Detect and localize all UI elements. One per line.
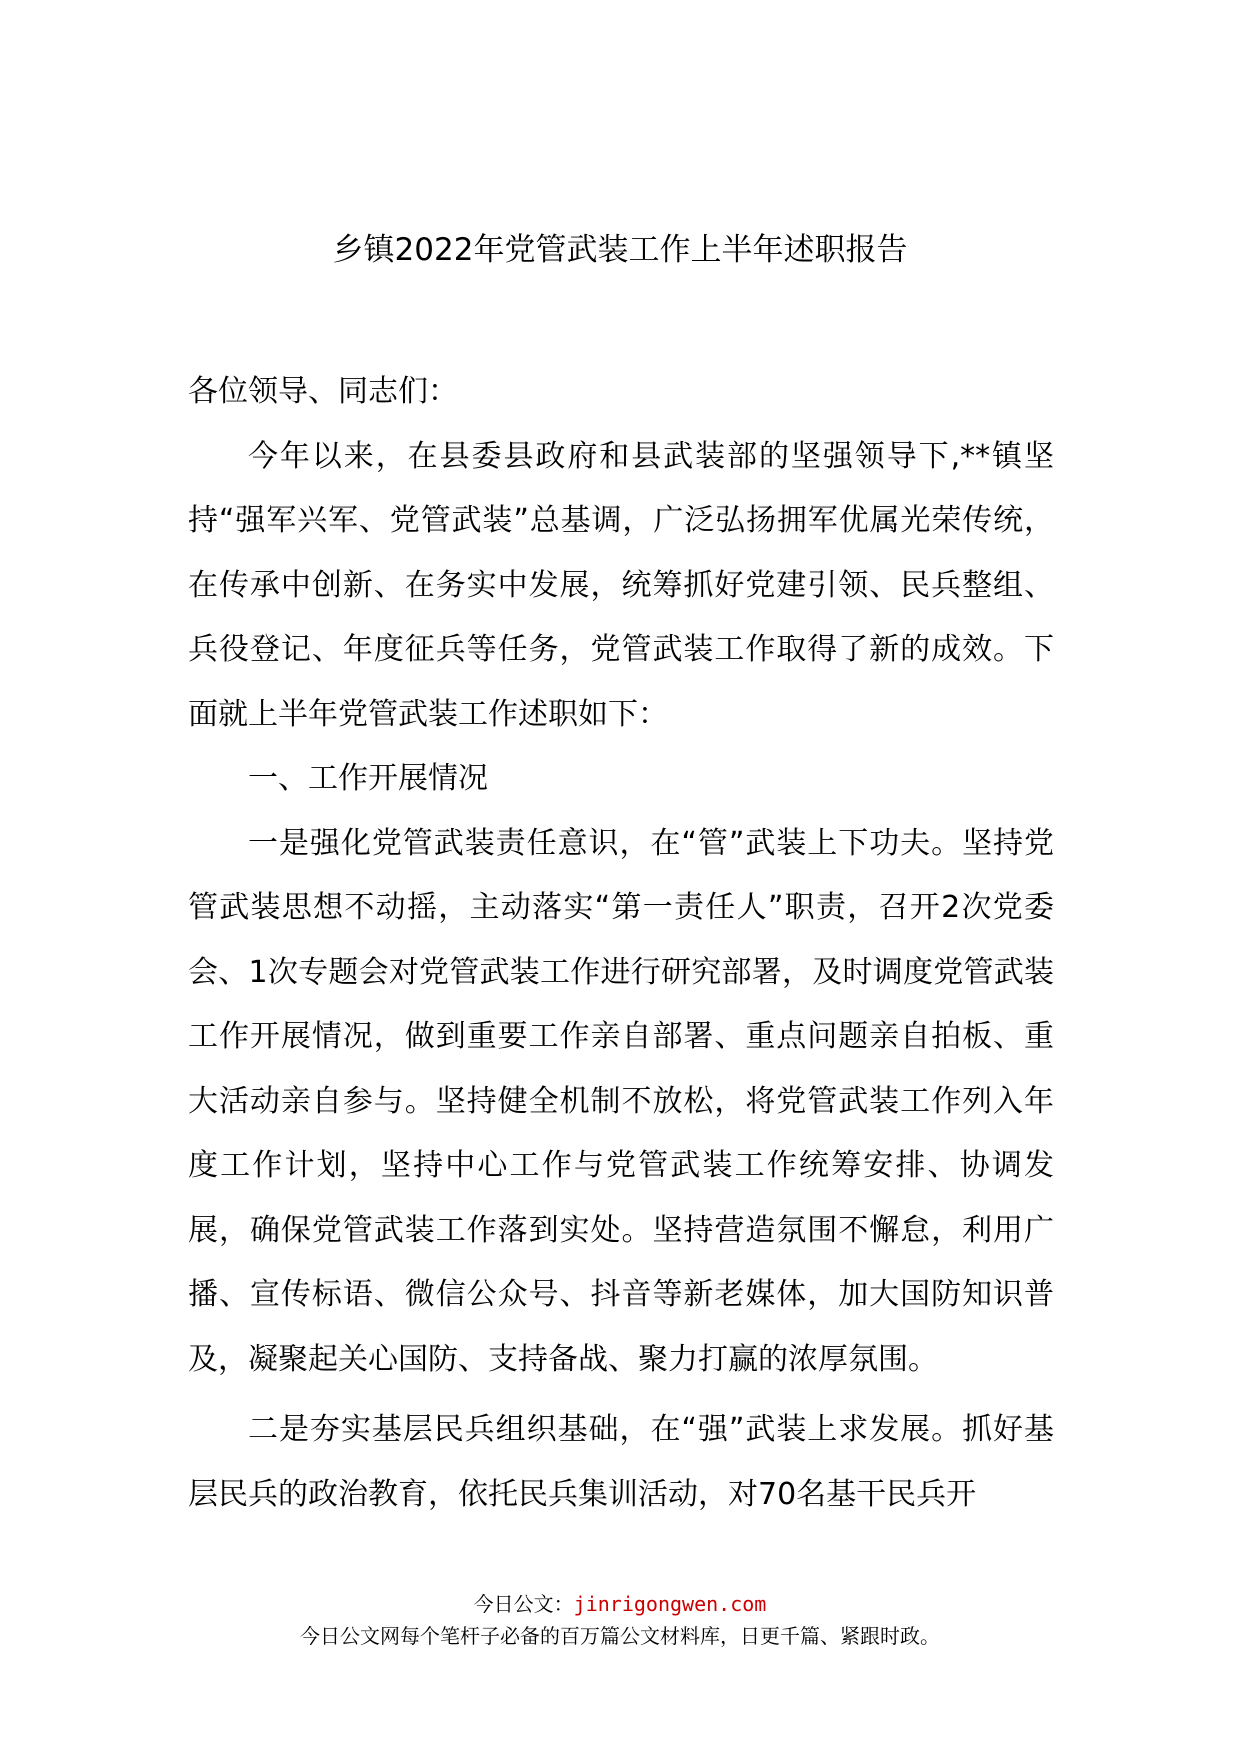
document-body — [188, 360, 1054, 1527]
footer-slogan: 今日公文网每个笔杆子必备的百万篇公文材料库，日更千篇、紧跟时政。 — [300, 1624, 940, 1648]
salutation: 各位领导、同志们： — [188, 374, 458, 409]
footer-label: 今日公文： — [473, 1592, 574, 1616]
paragraph-one: 一是强化党管武装责任意识，在“管”武装上下功夫。坚持党管武装思想不动摇，主动落实“第一责任人”职责，召开2次党委会、1次专题会对党管武装工作进行研究部署，及时调度党管武装工作开展情况，做到重要工作亲自部署、重点问题亲自拍板、重大活动亲自参与。坚持健全机制不放松，将党管武装工作列入年度工作计划，坚持中心工作与党管武装工作统筹安排、协调发展，确保党管武装工作落到实处。坚持营造氛围不懈怠，利用广播、宣传标语、微信公众号、抖音等新老媒体，加大国防知识普及，凝聚起关心国防、支持备战、聚力打赢的浓厚氛围。 — [188, 825, 1054, 1377]
section-heading: 一、工作开展情况 — [248, 761, 488, 796]
footer-url-link[interactable]: jinrigongwen.com — [573, 1592, 767, 1616]
paragraph-two: 二是夯实基层民兵组织基础，在“强”武装上求发展。抓好基层民兵的政治教育，依托民兵集训活动，对70名基干民兵开 — [188, 1412, 1054, 1512]
document-title: 乡镇2022年党管武装工作上半年述职报告 — [332, 232, 908, 268]
intro-paragraph: 今年以来，在县委县政府和县武装部的坚强领导下,**镇坚持“强军兴军、党管武装”总基调，广泛弘扬拥军优属光荣传统，在传承中创新、在务实中发展，统筹抓好党建引领、民兵整组、兵役登记、年度征兵等任务，党管武装工作取得了新的成效。下面就上半年党管武装工作述职如下： — [188, 438, 1054, 732]
footer-source — [0, 1590, 1240, 1618]
